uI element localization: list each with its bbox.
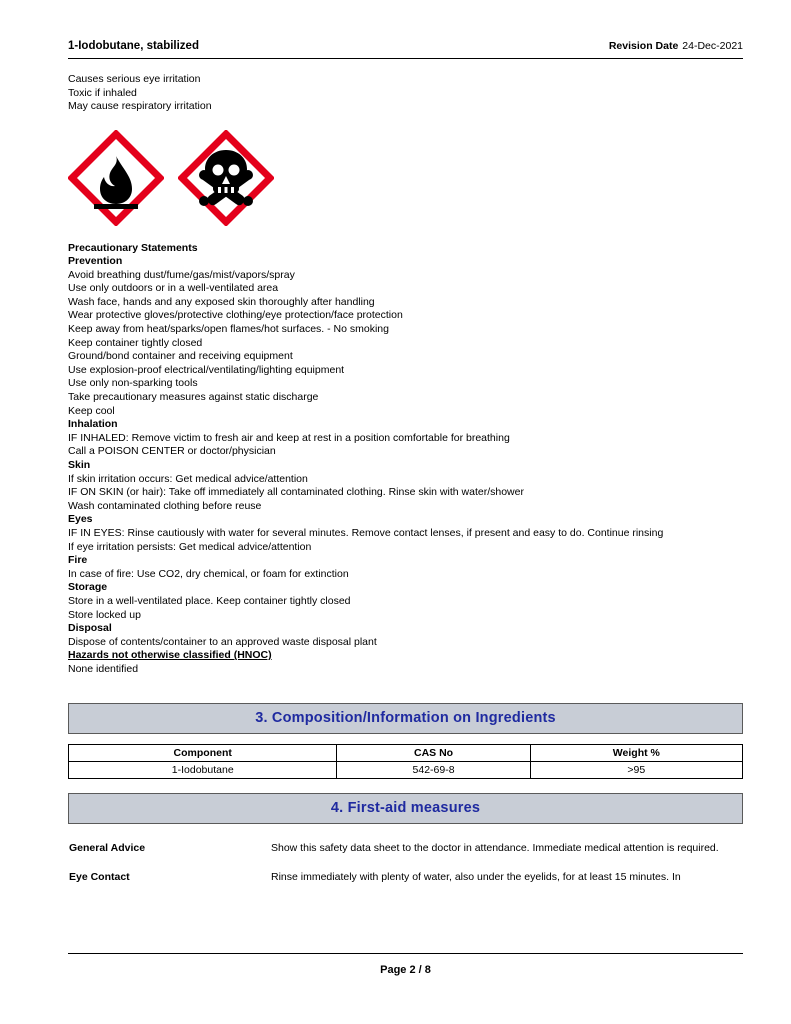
precautionary-line: IF INHALED: Remove victim to fresh air and keep at rest in a position comfortable for breathing <box>68 431 510 444</box>
composition-table <box>68 744 743 779</box>
first-aid-label-eye-contact: Eye Contact <box>69 870 130 883</box>
cell-weight-percent: >95 <box>530 761 742 778</box>
product-title: 1-Iodobutane, stabilized <box>68 40 199 52</box>
flame-pictogram <box>68 130 164 226</box>
precautionary-line: Use only non-sparking tools <box>68 377 198 390</box>
precautionary-line: Use only outdoors or in a well-ventilated area <box>68 282 279 295</box>
precautionary-line: Dispose of contents/container to an approved waste disposal plant <box>68 635 377 648</box>
revision-date-value: 24-Dec-2021 <box>682 40 743 52</box>
precautionary-line: Take precautionary measures against static discharge <box>68 391 319 404</box>
hazard-statement: May cause respiratory irritation <box>68 100 212 112</box>
hazard-statements <box>68 73 743 114</box>
hnoc-heading: Hazards not otherwise classified (HNOC) <box>68 649 272 662</box>
hazard-statement: Toxic if inhaled <box>68 86 137 99</box>
first-aid-text-eye-contact: Rinse immediately with plenty of water, also under the eyelids, for at least 15 minutes. In <box>271 870 681 883</box>
precautionary-line: Keep container tightly closed <box>68 336 203 349</box>
first-aid-row <box>68 869 743 898</box>
precautionary-line: Keep cool <box>68 404 115 417</box>
precautionary-line: Wash face, hands and any exposed skin thoroughly after handling <box>68 295 375 308</box>
revision-date-label: Revision Date <box>608 40 679 52</box>
precautionary-line: Call a POISON CENTER or doctor/physician <box>68 445 276 458</box>
precautionary-heading-eyes: Eyes <box>68 513 93 526</box>
precautionary-heading-prevention: Prevention <box>68 255 123 268</box>
precautionary-statements <box>68 242 743 677</box>
first-aid-text-general-advice: Show this safety data sheet to the doctor in attendance. Immediate medical attention is required. <box>271 841 719 854</box>
precautionary-line: Wash contaminated clothing before reuse <box>68 499 262 512</box>
first-aid-label-general-advice: General Advice <box>69 841 146 854</box>
revision-date-block <box>609 40 743 52</box>
column-header-cas-no: CAS No <box>337 744 530 761</box>
precautionary-line: If eye irritation persists: Get medical advice/attention <box>68 540 312 553</box>
section-3-header: 3. Composition/Information on Ingredients <box>68 703 743 734</box>
precautionary-heading-inhalation: Inhalation <box>68 418 118 431</box>
hazard-statement: Causes serious eye irritation <box>68 73 201 85</box>
table-header-row <box>69 744 743 761</box>
precautionary-line: Store locked up <box>68 608 141 621</box>
cell-component: 1-Iodobutane <box>69 761 337 778</box>
precautionary-line: IF ON SKIN (or hair): Take off immediately all contaminated clothing. Rinse skin with water/shower <box>68 486 524 499</box>
precautionary-line: Ground/bond container and receiving equipment <box>68 350 293 363</box>
hnoc-value: None identified <box>68 662 139 675</box>
precautionary-line: Avoid breathing dust/fume/gas/mist/vapors/spray <box>68 268 295 281</box>
page-number: Page 2 / 8 <box>380 964 431 976</box>
first-aid-measures-list <box>68 840 743 898</box>
table-row <box>69 761 743 778</box>
precautionary-line: Store in a well-ventilated place. Keep container tightly closed <box>68 594 351 607</box>
precautionary-heading-skin: Skin <box>68 459 91 471</box>
page-footer <box>68 953 743 976</box>
first-aid-row <box>68 840 743 869</box>
section-4-header: 4. First-aid measures <box>68 793 743 824</box>
precautionary-line: In case of fire: Use CO2, dry chemical, or foam for extinction <box>68 567 349 580</box>
ghs-pictograms <box>68 130 743 226</box>
precautionary-heading-storage: Storage <box>68 581 108 594</box>
document-header <box>68 40 743 59</box>
precautionary-line: Use explosion-proof electrical/ventilating/lighting equipment <box>68 363 345 376</box>
skull-crossbones-pictogram <box>178 130 274 226</box>
precautionary-line: Wear protective gloves/protective clothing/eye protection/face protection <box>68 309 403 322</box>
precautionary-heading-disposal: Disposal <box>68 622 112 635</box>
precautionary-heading-fire: Fire <box>68 554 88 567</box>
column-header-weight-percent: Weight % <box>530 744 742 761</box>
column-header-component: Component <box>69 744 337 761</box>
precautionary-line: Keep away from heat/sparks/open flames/hot surfaces. - No smoking <box>68 323 389 336</box>
precautionary-line: If skin irritation occurs: Get medical advice/attention <box>68 472 308 485</box>
precautionary-line: IF IN EYES: Rinse cautiously with water for several minutes. Remove contact lenses, if present and easy to do. Continue rinsing <box>68 526 664 539</box>
cell-cas-no: 542-69-8 <box>337 761 530 778</box>
precautionary-title: Precautionary Statements <box>68 241 198 254</box>
